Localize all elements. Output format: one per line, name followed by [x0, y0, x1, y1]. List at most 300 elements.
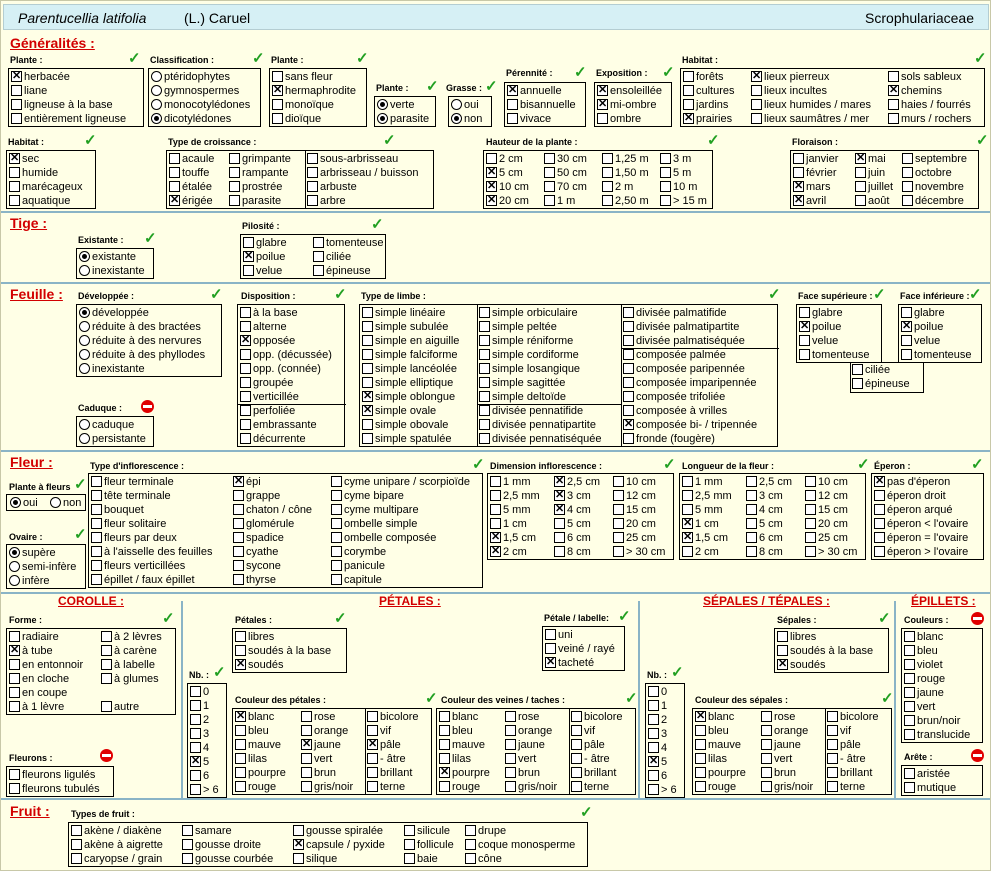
checkbox[interactable] — [331, 490, 342, 501]
radio-button[interactable] — [377, 113, 388, 124]
diminflo-option[interactable] — [553, 517, 591, 531]
checkbox[interactable] — [682, 504, 693, 515]
checkbox[interactable] — [293, 853, 304, 864]
checkbox[interactable] — [91, 504, 102, 515]
checkbox[interactable]: ✕ — [555, 475, 565, 487]
habitat1-option[interactable] — [750, 84, 827, 98]
habitat2-option[interactable] — [8, 180, 83, 194]
checkbox[interactable] — [439, 753, 450, 764]
habitat1-option[interactable] — [682, 98, 728, 112]
checkbox[interactable] — [404, 839, 415, 850]
checkbox[interactable] — [235, 631, 246, 642]
eperon-option[interactable] — [873, 503, 952, 517]
checkbox[interactable] — [91, 560, 102, 571]
checkbox[interactable] — [307, 153, 318, 164]
facesup-option[interactable] — [798, 334, 838, 348]
checkbox[interactable]: ✕ — [598, 84, 608, 96]
nbsep-option[interactable] — [647, 783, 677, 797]
checkbox[interactable]: ✕ — [170, 194, 180, 206]
longfleur-option[interactable] — [681, 503, 723, 517]
floraison-option[interactable] — [792, 180, 830, 194]
checkbox[interactable] — [233, 504, 244, 515]
checkbox[interactable] — [240, 419, 251, 430]
checkbox[interactable] — [648, 770, 659, 781]
radio-button[interactable] — [451, 113, 462, 124]
radio-button[interactable] — [151, 99, 162, 110]
radio-button[interactable] — [79, 433, 90, 444]
checkbox[interactable] — [874, 546, 885, 557]
checkbox[interactable] — [874, 532, 885, 543]
limbe-option[interactable] — [478, 362, 580, 376]
checkbox[interactable] — [777, 631, 788, 642]
checkbox[interactable] — [229, 181, 240, 192]
checkbox[interactable] — [888, 113, 899, 124]
checkbox[interactable] — [190, 728, 201, 739]
hauteur-option[interactable] — [601, 152, 649, 166]
facesup-option[interactable] — [798, 320, 841, 334]
floraison-option[interactable] — [792, 194, 826, 208]
checkbox[interactable] — [9, 195, 20, 206]
checkbox[interactable] — [623, 363, 634, 374]
forme-option[interactable] — [8, 672, 69, 686]
inflorescence-option[interactable] — [90, 517, 166, 531]
checkbox[interactable] — [571, 711, 582, 722]
checkbox[interactable] — [169, 167, 180, 178]
checkbox[interactable] — [169, 153, 180, 164]
fruit-option[interactable] — [464, 824, 506, 838]
hauteur-option[interactable] — [601, 180, 633, 194]
eperon-option[interactable] — [873, 475, 950, 489]
limbe-option[interactable] — [622, 334, 745, 348]
exposition-option[interactable] — [596, 112, 641, 126]
checkbox[interactable] — [571, 781, 582, 792]
checkbox[interactable] — [91, 546, 102, 557]
grasse-option[interactable] — [450, 112, 482, 126]
checkbox[interactable] — [479, 391, 490, 402]
couleurs-option[interactable] — [903, 658, 943, 672]
diminflo-option[interactable] — [612, 475, 656, 489]
croissance-option[interactable] — [228, 194, 281, 208]
checkbox[interactable] — [331, 504, 342, 515]
croissance-option[interactable] — [228, 166, 288, 180]
petales-option[interactable] — [234, 644, 331, 658]
checkbox[interactable] — [623, 405, 634, 416]
checkbox[interactable] — [490, 518, 501, 529]
checkbox[interactable] — [331, 574, 342, 585]
limbe-option[interactable] — [622, 432, 715, 446]
pilosite-option[interactable] — [242, 236, 287, 250]
coulsep-option[interactable] — [826, 780, 865, 794]
coulveines-option[interactable] — [570, 752, 610, 766]
coulveines-option[interactable] — [504, 780, 557, 794]
radio-button[interactable] — [151, 85, 162, 96]
checkbox[interactable] — [169, 181, 180, 192]
coulpet-option[interactable] — [234, 724, 269, 738]
checkbox[interactable] — [235, 781, 246, 792]
petales-option[interactable] — [234, 658, 283, 672]
disposition-option[interactable] — [239, 348, 332, 362]
existante-option[interactable] — [78, 264, 145, 278]
checkbox[interactable] — [272, 71, 283, 82]
coulveines-option[interactable] — [438, 752, 471, 766]
fruit-option[interactable] — [70, 824, 162, 838]
checkbox[interactable] — [465, 839, 476, 850]
nbsep-option[interactable] — [647, 755, 667, 769]
checkbox[interactable] — [11, 113, 22, 124]
forme-option[interactable] — [100, 658, 155, 672]
floraison-option[interactable] — [901, 194, 964, 208]
fruit-option[interactable] — [181, 824, 232, 838]
checkbox[interactable]: ✕ — [487, 194, 497, 206]
diminflo-option[interactable] — [553, 545, 591, 559]
checkbox[interactable] — [240, 349, 251, 360]
coulpet-option[interactable] — [300, 752, 332, 766]
checkbox[interactable] — [761, 767, 772, 778]
checkbox[interactable] — [9, 701, 20, 712]
coulsep-option[interactable] — [694, 724, 729, 738]
inflorescence-option[interactable] — [232, 531, 284, 545]
checkbox[interactable] — [682, 476, 693, 487]
checkbox[interactable] — [479, 433, 490, 444]
checkbox[interactable] — [101, 673, 112, 684]
plante2-option[interactable] — [271, 98, 334, 112]
checkbox[interactable] — [240, 391, 251, 402]
coulveines-option[interactable] — [570, 724, 595, 738]
coulpet-option[interactable] — [366, 752, 406, 766]
hauteur-option[interactable] — [543, 194, 575, 208]
checkbox[interactable] — [660, 167, 671, 178]
hauteur-option[interactable] — [485, 166, 523, 180]
checkbox[interactable] — [479, 377, 490, 388]
checkbox[interactable] — [613, 546, 624, 557]
checkbox[interactable] — [852, 378, 863, 389]
couleurs-option[interactable] — [903, 672, 945, 686]
nbpet-option[interactable] — [189, 741, 209, 755]
couleurs-option[interactable] — [903, 630, 943, 644]
coulpet-option[interactable] — [300, 738, 341, 752]
checkbox[interactable]: ✕ — [696, 710, 706, 722]
inflorescence-option[interactable] — [330, 531, 436, 545]
checkbox[interactable] — [235, 739, 246, 750]
checkbox[interactable] — [465, 853, 476, 864]
checkbox[interactable] — [301, 753, 312, 764]
labelle-option[interactable] — [544, 656, 594, 670]
radio-button[interactable] — [451, 99, 462, 110]
couleurs-option[interactable] — [903, 700, 935, 714]
floraison-option[interactable] — [854, 194, 889, 208]
forme-option[interactable] — [100, 644, 157, 658]
diminflo-option[interactable] — [612, 489, 656, 503]
checkbox[interactable] — [479, 349, 490, 360]
checkbox[interactable] — [571, 725, 582, 736]
fruit-option[interactable] — [292, 838, 385, 852]
coulsep-option[interactable] — [760, 710, 795, 724]
inflorescence-option[interactable] — [330, 559, 385, 573]
checkbox[interactable] — [799, 307, 810, 318]
couleurs-option[interactable] — [903, 714, 960, 728]
limbe-option[interactable] — [622, 362, 745, 376]
checkbox[interactable]: ✕ — [856, 152, 866, 164]
checkbox[interactable] — [746, 504, 757, 515]
ovaire-option[interactable] — [8, 574, 50, 588]
faceinf-option[interactable] — [900, 320, 943, 334]
coulpet-option[interactable] — [300, 724, 348, 738]
checkbox[interactable] — [190, 770, 201, 781]
developpee-option[interactable] — [78, 362, 145, 376]
checkbox[interactable] — [71, 825, 82, 836]
fruit-option[interactable] — [70, 852, 162, 866]
checkbox[interactable] — [91, 532, 102, 543]
checkbox[interactable] — [761, 725, 772, 736]
checkbox[interactable] — [904, 715, 915, 726]
checkbox[interactable] — [852, 364, 863, 375]
facesup-option[interactable] — [851, 363, 890, 377]
nbsep-option[interactable] — [647, 727, 667, 741]
checkbox[interactable] — [71, 839, 82, 850]
checkbox[interactable] — [404, 825, 415, 836]
coulsep-option[interactable] — [826, 710, 879, 724]
couleurs-option[interactable] — [903, 728, 970, 742]
inflorescence-option[interactable] — [90, 545, 213, 559]
checkbox[interactable] — [11, 99, 22, 110]
checkbox[interactable] — [101, 701, 112, 712]
checkbox[interactable] — [235, 645, 246, 656]
croissance-option[interactable] — [306, 152, 398, 166]
checkbox[interactable] — [479, 335, 490, 346]
coulpet-option[interactable] — [366, 738, 401, 752]
coulsep-option[interactable] — [826, 724, 851, 738]
coulpet-option[interactable] — [300, 766, 336, 780]
inflorescence-option[interactable] — [330, 489, 404, 503]
plantefleurs-option[interactable] — [49, 496, 81, 510]
hauteur-option[interactable] — [485, 180, 529, 194]
coulpet-option[interactable] — [234, 780, 276, 794]
fruit-option[interactable] — [403, 852, 438, 866]
coulsep-option[interactable] — [760, 724, 808, 738]
checkbox[interactable] — [904, 782, 915, 793]
checkbox[interactable] — [648, 742, 659, 753]
checkbox[interactable] — [904, 729, 915, 740]
checkbox[interactable] — [904, 645, 915, 656]
checkbox[interactable] — [301, 711, 312, 722]
eperon-option[interactable] — [873, 517, 968, 531]
checkbox[interactable] — [190, 784, 201, 795]
checkbox[interactable] — [683, 99, 694, 110]
radio-button[interactable] — [79, 419, 90, 430]
diminflo-option[interactable] — [553, 503, 591, 517]
coulpet-option[interactable] — [300, 710, 335, 724]
coulveines-option[interactable] — [438, 738, 485, 752]
checkbox[interactable]: ✕ — [508, 84, 518, 96]
disposition-option[interactable] — [239, 306, 298, 320]
checkbox[interactable] — [602, 181, 613, 192]
coulveines-option[interactable] — [438, 766, 490, 780]
longfleur-option[interactable] — [681, 489, 732, 503]
checkbox[interactable] — [9, 783, 20, 794]
checkbox[interactable] — [761, 739, 772, 750]
ovaire-option[interactable] — [8, 560, 76, 574]
checkbox[interactable] — [805, 532, 816, 543]
checkbox[interactable] — [91, 518, 102, 529]
checkbox[interactable] — [479, 419, 490, 430]
radio-button[interactable] — [79, 251, 90, 262]
habitat1-option[interactable] — [887, 112, 971, 126]
checkbox[interactable]: ✕ — [752, 70, 762, 82]
longfleur-option[interactable] — [745, 531, 783, 545]
classification-option[interactable] — [150, 84, 239, 98]
plantefleurs-option[interactable] — [9, 496, 38, 510]
longfleur-option[interactable] — [804, 517, 848, 531]
checkbox[interactable] — [479, 321, 490, 332]
fruit-option[interactable] — [464, 852, 502, 866]
limbe-option[interactable] — [622, 404, 727, 418]
longfleur-option[interactable] — [804, 545, 857, 559]
plante2-option[interactable] — [271, 84, 356, 98]
checkbox[interactable] — [486, 153, 497, 164]
diminflo-option[interactable] — [489, 503, 531, 517]
checkbox[interactable] — [362, 307, 373, 318]
checkbox[interactable] — [71, 853, 82, 864]
checkbox[interactable] — [623, 349, 634, 360]
habitat2-option[interactable] — [8, 194, 70, 208]
checkbox[interactable] — [805, 490, 816, 501]
checkbox[interactable] — [367, 767, 378, 778]
hauteur-option[interactable] — [601, 194, 649, 208]
radio-button[interactable] — [79, 307, 90, 318]
coulveines-option[interactable] — [438, 724, 473, 738]
checkbox[interactable] — [362, 335, 373, 346]
checkbox[interactable] — [799, 349, 810, 360]
checkbox[interactable] — [9, 167, 20, 178]
coulpet-option[interactable] — [366, 780, 405, 794]
inflorescence-option[interactable] — [330, 475, 470, 489]
petales-option[interactable] — [234, 630, 274, 644]
diminflo-option[interactable] — [489, 475, 531, 489]
longfleur-option[interactable] — [681, 531, 728, 545]
longfleur-option[interactable] — [745, 545, 783, 559]
checkbox[interactable] — [602, 153, 613, 164]
diminflo-option[interactable] — [553, 489, 591, 503]
fruit-option[interactable] — [464, 838, 575, 852]
checkbox[interactable] — [229, 153, 240, 164]
limbe-option[interactable] — [361, 418, 448, 432]
checkbox[interactable] — [904, 673, 915, 684]
checkbox[interactable] — [827, 725, 838, 736]
coulpet-option[interactable] — [234, 738, 281, 752]
checkbox[interactable]: ✕ — [236, 710, 246, 722]
inflorescence-option[interactable] — [232, 573, 276, 587]
inflorescence-option[interactable] — [90, 531, 177, 545]
checkbox[interactable] — [367, 711, 378, 722]
checkbox[interactable] — [623, 335, 634, 346]
checkbox[interactable] — [479, 307, 490, 318]
checkbox[interactable] — [827, 711, 838, 722]
checkbox[interactable] — [827, 739, 838, 750]
plante3-option[interactable] — [376, 98, 414, 112]
coulpet-option[interactable] — [234, 766, 286, 780]
plante2-option[interactable] — [271, 70, 333, 84]
coulsep-option[interactable] — [826, 738, 861, 752]
inflorescence-option[interactable] — [330, 517, 417, 531]
checkbox[interactable] — [545, 629, 556, 640]
checkbox[interactable] — [362, 377, 373, 388]
checkbox[interactable] — [439, 739, 450, 750]
checkbox[interactable] — [751, 85, 762, 96]
radio-button[interactable] — [9, 561, 20, 572]
checkbox[interactable] — [682, 490, 693, 501]
coulpet-option[interactable] — [366, 724, 391, 738]
coulveines-option[interactable] — [570, 780, 609, 794]
checkbox[interactable]: ✕ — [273, 84, 283, 96]
checkbox[interactable] — [9, 659, 20, 670]
limbe-option[interactable] — [622, 320, 739, 334]
floraison-option[interactable] — [792, 152, 838, 166]
checkbox[interactable] — [902, 167, 913, 178]
checkbox[interactable] — [613, 504, 624, 515]
checkbox[interactable] — [182, 825, 193, 836]
checkbox[interactable] — [695, 725, 706, 736]
checkbox[interactable]: ✕ — [368, 738, 378, 750]
habitat1-option[interactable] — [750, 70, 829, 84]
checkbox[interactable] — [777, 645, 788, 656]
checkbox[interactable] — [233, 546, 244, 557]
checkbox[interactable] — [507, 113, 518, 124]
nbsep-option[interactable] — [647, 769, 667, 783]
coulsep-option[interactable] — [694, 738, 741, 752]
checkbox[interactable]: ✕ — [800, 320, 810, 332]
checkbox[interactable] — [507, 99, 518, 110]
radio-button[interactable] — [151, 113, 162, 124]
checkbox[interactable] — [751, 113, 762, 124]
developpee-option[interactable] — [78, 334, 201, 348]
coulpet-option[interactable] — [366, 766, 412, 780]
checkbox[interactable]: ✕ — [487, 166, 497, 178]
checkbox[interactable]: ✕ — [487, 180, 497, 192]
checkbox[interactable] — [901, 335, 912, 346]
hauteur-option[interactable] — [659, 180, 697, 194]
classification-option[interactable] — [150, 70, 230, 84]
checkbox[interactable] — [805, 476, 816, 487]
forme-option[interactable] — [8, 658, 83, 672]
checkbox[interactable] — [233, 490, 244, 501]
floraison-option[interactable] — [854, 152, 886, 166]
fruit-option[interactable] — [292, 824, 383, 838]
diminflo-option[interactable] — [489, 531, 536, 545]
checkbox[interactable] — [746, 476, 757, 487]
coulveines-option[interactable] — [438, 710, 478, 724]
longfleur-option[interactable] — [804, 531, 848, 545]
checkbox[interactable] — [331, 532, 342, 543]
inflorescence-option[interactable] — [232, 559, 281, 573]
checkbox[interactable] — [648, 700, 659, 711]
existante-option[interactable] — [78, 250, 136, 264]
checkbox[interactable] — [293, 825, 304, 836]
limbe-option[interactable] — [361, 390, 455, 404]
checkbox[interactable]: ✕ — [555, 503, 565, 515]
checkbox[interactable] — [11, 85, 22, 96]
checkbox[interactable] — [793, 167, 804, 178]
labelle-option[interactable] — [544, 628, 573, 642]
checkbox[interactable] — [805, 518, 816, 529]
checkbox[interactable] — [243, 237, 254, 248]
limbe-option[interactable] — [361, 348, 458, 362]
checkbox[interactable] — [855, 181, 866, 192]
checkbox[interactable] — [660, 181, 671, 192]
inflorescence-option[interactable] — [330, 573, 382, 587]
checkbox[interactable] — [190, 686, 201, 697]
croissance-option[interactable] — [168, 194, 213, 208]
habitat2-option[interactable] — [8, 166, 58, 180]
